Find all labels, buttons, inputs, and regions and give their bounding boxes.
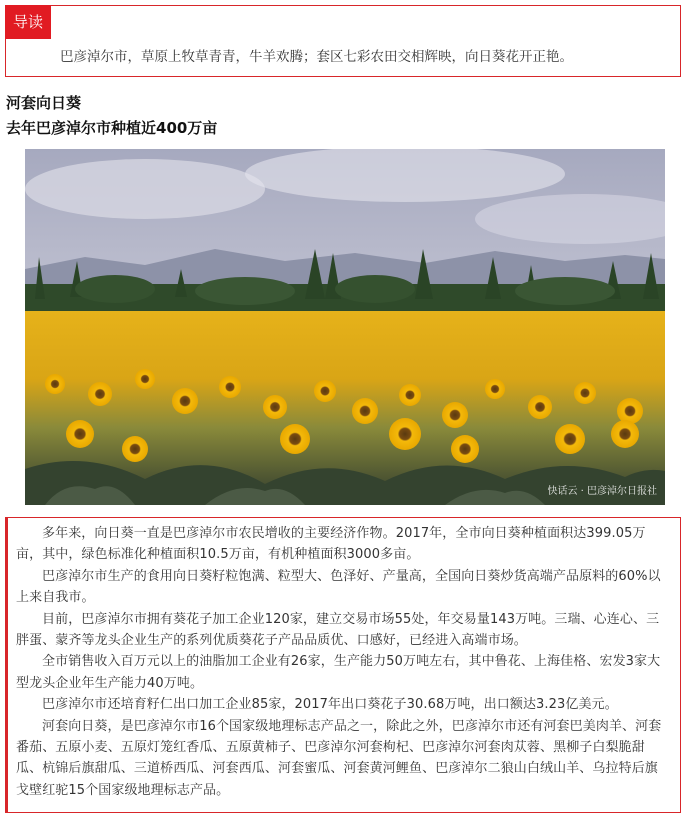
article-heading-1: 河套向日葵 bbox=[6, 94, 82, 112]
paragraph-2: 巴彦淖尔市生产的食用向日葵籽粒饱满、粒型大、色泽好、产量高，全国向日葵炒货高端产品原料的60%以上来自我市。 bbox=[16, 568, 661, 606]
article-heading-2: 去年巴彦淖尔市种植近400万亩 bbox=[6, 119, 218, 137]
photo-watermark: 快话云 · 巴彦淖尔日报社 bbox=[547, 486, 657, 497]
article-body bbox=[5, 517, 681, 813]
sunflower-field-photo bbox=[25, 149, 665, 505]
lead-tag: 导读 bbox=[5, 5, 51, 39]
paragraph-3: 目前，巴彦淖尔市拥有葵花子加工企业120家，建立交易市场55处，年交易量143万吨。三瑞、心连心、三胖蛋、蒙齐等龙头企业生产的系列优质葵花子产品品质优、口感好，已经进入高端市场。 bbox=[16, 611, 660, 649]
paragraph-6: 河套向日葵，是巴彦淖尔市16个国家级地理标志产品之一，除此之外，巴彦淖尔市还有河套巴美肉羊、河套番茄、五原小麦、五原灯笼红香瓜、五原黄柿子、巴彦淖尔河套枸杞、巴彦淖尔河套肉苁蓉、黑柳子白梨脆甜瓜、杭锦后旗甜瓜、三道桥西瓜、河套西瓜、河套蜜瓜、河套黄河鲤鱼、巴彦淖尔二狼山白绒山羊、乌拉特后旗戈壁红驼15个国家级地理标志产品。 bbox=[16, 718, 662, 798]
paragraph-4: 全市销售收入百万元以上的油脂加工企业有26家，生产能力50万吨左右，其中鲁花、上海佳格、宏发3家大型龙头企业年生产能力40万吨。 bbox=[16, 654, 661, 691]
paragraph-5: 巴彦淖尔市还培育籽仁出口加工企业85家，2017年出口葵花子30.68万吨，出口额达3.23亿美元。 bbox=[42, 697, 618, 713]
paragraph-1: 多年来，向日葵一直是巴彦淖尔市农民增收的主要经济作物。2017年，全市向日葵种植面积达399.05万亩，其中，绿色标准化种植面积10.5万亩，有机种植面积3000多亩。 bbox=[16, 526, 646, 563]
lead-text: 巴彦淖尔市，草原上牧草青青，牛羊欢腾；套区七彩农田交相辉映，向日葵花开正艳。 bbox=[60, 49, 573, 65]
lead-box bbox=[5, 5, 681, 77]
